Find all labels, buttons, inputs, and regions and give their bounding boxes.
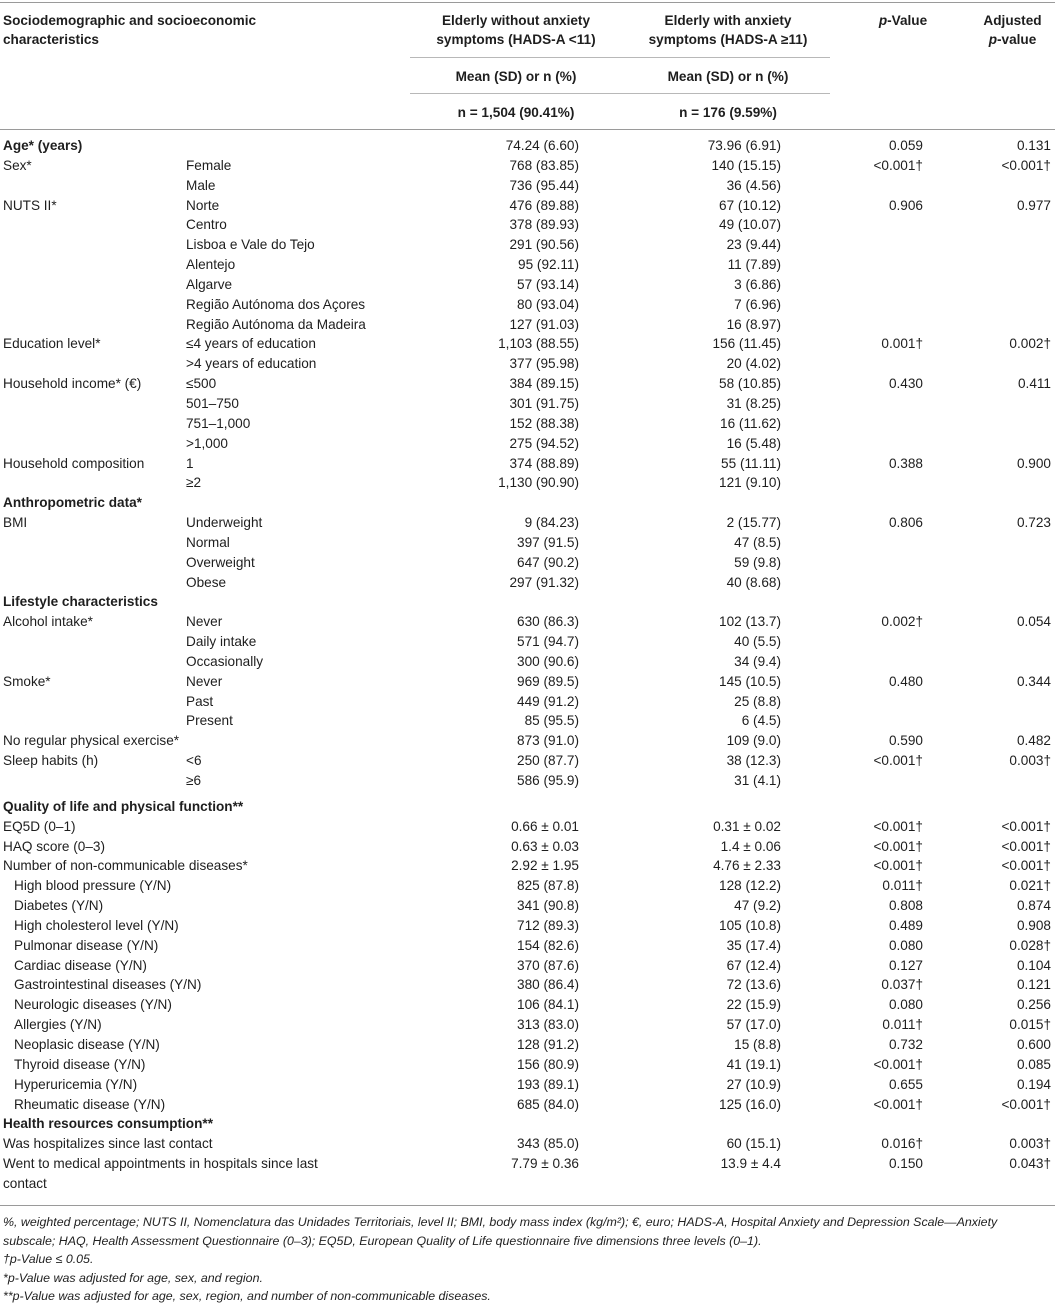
row-value-no-anxiety: 825 (87.8) (517, 878, 579, 894)
table-row (0, 672, 1055, 692)
row-adjusted-pvalue: 0.131 (1016, 138, 1051, 153)
row-value-no-anxiety: 712 (89.3) (517, 917, 579, 933)
row-value-anxiety: 15 (8.8) (734, 1036, 781, 1052)
row-label: Hyperuricemia (Y/N) (14, 1076, 138, 1092)
row-adjusted-pvalue: 0.104 (1016, 957, 1051, 973)
footnote-adjusted-1: *p-Value was adjusted for age, sex, and region. (3, 1270, 263, 1285)
row-value-no-anxiety: 9 (84.23) (524, 515, 579, 531)
row-value-anxiety: 57 (17.0) (726, 1017, 781, 1033)
row-label: Alcohol intake* (3, 614, 93, 630)
section-heading-row (0, 1114, 1055, 1134)
row-label: No regular physical exercise* (3, 733, 180, 749)
row-value-no-anxiety: 2.92 ± 1.95 (511, 858, 579, 874)
section-heading-row (0, 592, 1055, 612)
row-label: Quality of life and physical function** (3, 798, 244, 814)
row-adjusted-pvalue: <0.001† (1001, 858, 1051, 874)
row-value-no-anxiety: 685 (84.0) (517, 1096, 579, 1112)
section-heading-row (0, 797, 1055, 817)
table-row (0, 454, 1055, 474)
row-label: Lifestyle characteristics (3, 594, 158, 610)
row-category: Past (186, 693, 214, 709)
row-value-no-anxiety: 380 (86.4) (517, 977, 579, 993)
table-row (0, 896, 1055, 916)
row-category: ≥6 (186, 773, 202, 788)
row-label: Thyroid disease (Y/N) (14, 1056, 146, 1072)
row-pvalue: 0.808 (888, 898, 923, 914)
row-category: >1,000 (186, 435, 228, 451)
footnote-abbreviations: %, weighted percentage; NUTS II, Nomenclatura das Unidades Territoriais, level II; BMI, body mass index (kg/m²); €, euro; HADS-A, Hospital Anxiety and Depression Scale—Anxiety subscale; HAQ, Health Assessment Questionnaire (0–3); EQ5D, European Quality of Life questionnaire five dimensions three levels (0–1). (3, 1215, 998, 1248)
row-value-no-anxiety: 193 (89.1) (517, 1076, 579, 1092)
row-category: Never (186, 614, 223, 630)
header-group-a-sub: Mean (SD) or n (%) (455, 69, 577, 84)
row-adjusted-pvalue: 0.344 (1016, 673, 1051, 689)
row-adjusted-pvalue: 0.003† (1009, 753, 1051, 769)
row-value-anxiety: 3 (6.86) (734, 276, 781, 292)
row-value-no-anxiety: 95 (92.11) (518, 257, 579, 273)
row-value-no-anxiety: 374 (88.89) (509, 455, 579, 471)
row-value-no-anxiety: 343 (85.0) (517, 1136, 579, 1152)
section-heading-row (0, 493, 1055, 513)
row-pvalue: <0.001† (873, 1056, 923, 1072)
row-adjusted-pvalue: 0.028† (1009, 937, 1051, 953)
header-group-a-line2: symptoms (HADS-A <11) (436, 32, 596, 47)
row-label: Gastrointestinal diseases (Y/N) (14, 977, 202, 993)
row-value-anxiety: 16 (5.48) (726, 435, 781, 451)
table-row (0, 936, 1055, 956)
row-category: Underweight (186, 515, 263, 531)
row-adjusted-pvalue: 0.021† (1009, 878, 1051, 894)
row-value-anxiety: 125 (16.0) (719, 1096, 781, 1112)
row-value-anxiety: 121 (9.10) (719, 475, 781, 491)
row-value-no-anxiety: 969 (89.5) (517, 673, 579, 689)
table-row (0, 817, 1055, 837)
row-label: Education level* (3, 336, 101, 352)
table-row (0, 771, 1055, 791)
row-value-anxiety: 67 (12.4) (726, 957, 781, 973)
table-row (0, 573, 1055, 593)
row-value-no-anxiety: 57 (93.14) (517, 276, 579, 292)
header-group-a (410, 11, 622, 49)
row-value-anxiety: 109 (9.0) (726, 733, 781, 749)
row-value-no-anxiety: 297 (91.32) (509, 574, 579, 590)
row-value-no-anxiety: 127 (91.03) (509, 316, 579, 332)
row-adjusted-pvalue: 0.002† (1009, 336, 1051, 352)
table-row (0, 975, 1055, 995)
row-adjusted-pvalue: <0.001† (1001, 157, 1051, 173)
row-value-anxiety: 105 (10.8) (719, 917, 781, 933)
row-value-anxiety: 22 (15.9) (726, 997, 781, 1013)
row-label: High blood pressure (Y/N) (14, 878, 172, 894)
row-category: Male (186, 177, 216, 193)
table-row (0, 1035, 1055, 1055)
table-row (0, 876, 1055, 896)
row-value-no-anxiety: 291 (90.56) (509, 237, 579, 253)
table-row (0, 533, 1055, 553)
row-pvalue: 0.011† (882, 1017, 923, 1033)
row-label: Went to medical appointments in hospitals since last contact (3, 1156, 318, 1192)
row-category: ≥2 (186, 475, 202, 491)
header-adjusted-rest: -value (997, 32, 1037, 47)
row-value-no-anxiety: 313 (83.0) (517, 1017, 579, 1033)
table-row (0, 711, 1055, 731)
table-row (0, 995, 1055, 1015)
row-pvalue: <0.001† (873, 858, 923, 874)
table-row (0, 916, 1055, 936)
row-label: High cholesterol level (Y/N) (14, 917, 179, 933)
table-row (0, 1015, 1055, 1035)
row-pvalue: 0.002† (881, 614, 923, 630)
row-value-anxiety: 2 (15.77) (726, 515, 781, 531)
table-row (0, 414, 1055, 434)
row-value-no-anxiety: 85 (95.5) (524, 713, 579, 729)
row-value-no-anxiety: 7.79 ± 0.36 (511, 1156, 579, 1172)
table-body (0, 136, 1055, 1194)
row-value-anxiety: 25 (8.8) (734, 693, 781, 709)
table-row (0, 856, 1055, 876)
row-value-no-anxiety: 378 (89.93) (509, 217, 579, 233)
row-category: Present (186, 713, 233, 729)
row-category: Lisboa e Vale do Tejo (186, 237, 315, 253)
row-pvalue: <0.001† (873, 753, 923, 769)
table-row (0, 1154, 1055, 1194)
row-category: Algarve (186, 276, 233, 292)
table-row (0, 837, 1055, 857)
table-row (0, 315, 1055, 335)
row-value-no-anxiety: 250 (87.7) (517, 753, 579, 769)
row-category: 751–1,000 (186, 415, 251, 431)
table-row (0, 513, 1055, 533)
row-label: Neurologic diseases (Y/N) (14, 997, 172, 1013)
row-value-no-anxiety: 128 (91.2) (517, 1036, 579, 1052)
row-value-anxiety: 156 (11.45) (712, 336, 781, 352)
row-category: Daily intake (186, 634, 257, 650)
header-subrule-1 (410, 57, 830, 58)
row-value-anxiety: 0.31 ± 0.02 (713, 818, 781, 834)
row-value-anxiety: 11 (7.89) (727, 257, 781, 273)
row-value-no-anxiety: 300 (90.6) (517, 653, 579, 669)
row-value-no-anxiety: 80 (93.04) (517, 296, 579, 312)
row-category: 1 (186, 455, 194, 471)
table-row (0, 1134, 1055, 1154)
row-category: Alentejo (186, 257, 236, 273)
row-value-no-anxiety: 630 (86.3) (517, 614, 579, 630)
table-row (0, 731, 1055, 751)
row-value-no-anxiety: 571 (94.7) (517, 634, 579, 650)
header-group-b-line2: symptoms (HADS-A ≥11) (648, 32, 808, 47)
row-value-no-anxiety: 476 (89.88) (509, 197, 579, 213)
row-value-anxiety: 13.9 ± 4.4 (720, 1156, 781, 1172)
row-category: <6 (186, 753, 202, 769)
row-adjusted-pvalue: 0.908 (1016, 917, 1051, 933)
header-group-b-line1: Elderly with anxiety (664, 13, 792, 28)
row-value-no-anxiety: 768 (83.85) (509, 157, 579, 173)
row-pvalue: 0.480 (888, 673, 923, 689)
row-value-no-anxiety: 586 (95.9) (517, 773, 579, 788)
row-value-no-anxiety: 74.24 (6.60) (505, 138, 579, 153)
table-row (0, 374, 1055, 394)
header-characteristics-line1: Sociodemographic and socioeconomic (3, 13, 257, 28)
row-label: HAQ score (0–3) (3, 838, 105, 854)
row-value-anxiety: 41 (19.1) (726, 1056, 781, 1072)
row-pvalue: 0.430 (888, 376, 923, 392)
row-adjusted-pvalue: 0.482 (1016, 733, 1051, 749)
row-value-no-anxiety: 0.66 ± 0.01 (511, 818, 579, 834)
row-value-anxiety: 102 (13.7) (719, 614, 781, 630)
row-value-anxiety: 6 (4.5) (741, 713, 781, 729)
row-label: Allergies (Y/N) (14, 1017, 102, 1033)
row-value-anxiety: 16 (11.62) (720, 415, 781, 431)
row-value-anxiety: 59 (9.8) (734, 554, 781, 570)
row-value-anxiety: 31 (8.25) (726, 395, 781, 411)
row-pvalue: 0.150 (888, 1156, 923, 1172)
row-value-anxiety: 7 (6.96) (734, 296, 781, 312)
row-pvalue: 0.489 (888, 917, 923, 933)
row-value-anxiety: 47 (8.5) (734, 534, 781, 550)
row-value-anxiety: 16 (8.97) (726, 316, 781, 332)
row-value-anxiety: 40 (8.68) (726, 574, 781, 590)
row-value-no-anxiety: 154 (82.6) (517, 937, 579, 953)
row-value-no-anxiety: 1,103 (88.55) (498, 336, 579, 352)
row-value-anxiety: 36 (4.56) (726, 177, 781, 193)
table-row (0, 235, 1055, 255)
row-label: BMI (3, 515, 28, 531)
row-value-anxiety: 49 (10.07) (719, 217, 781, 233)
header-pvalue (858, 11, 948, 30)
row-value-anxiety: 128 (12.2) (719, 878, 781, 894)
row-value-no-anxiety: 370 (87.6) (517, 957, 579, 973)
header-adjusted-italic: p (988, 32, 997, 47)
row-category: Female (186, 157, 232, 173)
header-group-b-sub: Mean (SD) or n (%) (667, 69, 789, 84)
row-label: Sex* (3, 157, 32, 173)
row-label: Cardiac disease (Y/N) (14, 957, 147, 973)
header-pvalue-italic: p (878, 13, 888, 28)
table-row (0, 394, 1055, 414)
table-footnotes (3, 1213, 1051, 1306)
row-adjusted-pvalue: <0.001† (1001, 818, 1051, 834)
row-category: 501–750 (186, 395, 239, 411)
section-heading-row (0, 136, 1055, 156)
row-value-anxiety: 72 (13.6) (726, 977, 781, 993)
row-label: Age* (years) (3, 138, 83, 153)
table-row (0, 295, 1055, 315)
table-row (0, 156, 1055, 176)
row-pvalue: 0.127 (888, 957, 923, 973)
row-value-anxiety: 145 (10.5) (719, 673, 781, 689)
row-category: >4 years of education (186, 356, 317, 372)
row-category: Região Autónoma da Madeira (186, 316, 366, 332)
row-label: Anthropometric data* (3, 495, 142, 511)
row-pvalue: 0.080 (888, 937, 923, 953)
row-value-anxiety: 60 (15.1) (726, 1136, 781, 1152)
row-value-no-anxiety: 0.63 ± 0.03 (511, 838, 579, 854)
row-value-anxiety: 1.4 ± 0.06 (720, 838, 781, 854)
table-row (0, 692, 1055, 712)
row-value-no-anxiety: 377 (95.98) (509, 356, 579, 372)
header-pvalue-rest: -Value (887, 13, 928, 28)
row-value-no-anxiety: 106 (84.1) (517, 997, 579, 1013)
row-value-no-anxiety: 1,130 (90.90) (498, 475, 579, 491)
header-characteristics (3, 11, 256, 49)
row-value-no-anxiety: 736 (95.44) (509, 177, 579, 193)
row-value-anxiety: 20 (4.02) (726, 356, 781, 372)
row-pvalue: 0.388 (888, 455, 923, 471)
table-row (0, 215, 1055, 235)
row-value-no-anxiety: 275 (94.52) (509, 435, 579, 451)
table-row (0, 553, 1055, 573)
row-label: Household income* (€) (3, 376, 142, 392)
table-row (0, 632, 1055, 652)
row-label: Health resources consumption** (3, 1116, 213, 1132)
row-value-anxiety: 67 (10.12) (719, 197, 781, 213)
table-row (0, 652, 1055, 672)
row-value-anxiety: 31 (4.1) (734, 773, 781, 788)
header-bottom-rule (0, 129, 1055, 130)
row-value-no-anxiety: 156 (80.9) (517, 1056, 579, 1072)
row-pvalue: <0.001† (873, 157, 923, 173)
row-value-no-anxiety: 449 (91.2) (517, 693, 579, 709)
table-row (0, 354, 1055, 374)
row-adjusted-pvalue: 0.723 (1016, 515, 1051, 531)
table-row (0, 196, 1055, 216)
row-value-anxiety: 23 (9.44) (726, 237, 781, 253)
table-row (0, 1055, 1055, 1075)
row-value-anxiety: 58 (10.85) (719, 376, 781, 392)
row-label: Diabetes (Y/N) (14, 898, 104, 914)
table-row (0, 473, 1055, 493)
row-category: Norte (186, 197, 220, 213)
bottom-rule (0, 1205, 1055, 1206)
row-value-anxiety: 47 (9.2) (734, 898, 781, 914)
header-group-a-line1: Elderly without anxiety (441, 13, 591, 28)
row-adjusted-pvalue: 0.054 (1016, 614, 1051, 630)
row-label: Pulmonar disease (Y/N) (14, 937, 159, 953)
row-adjusted-pvalue: 0.121 (1016, 977, 1051, 993)
row-value-anxiety: 73.96 (6.91) (707, 138, 781, 153)
row-adjusted-pvalue: 0.043† (1009, 1156, 1051, 1172)
header-adjusted (970, 11, 1055, 49)
row-value-no-anxiety: 301 (91.75) (509, 395, 579, 411)
row-label: Smoke* (3, 673, 51, 689)
row-value-anxiety: 38 (12.3) (726, 753, 781, 769)
row-pvalue: 0.655 (888, 1076, 923, 1092)
row-adjusted-pvalue: 0.194 (1016, 1076, 1051, 1092)
row-adjusted-pvalue: <0.001† (1001, 1096, 1051, 1112)
table-row (0, 612, 1055, 632)
row-category: ≤500 (186, 376, 217, 392)
row-pvalue: 0.001† (881, 336, 923, 352)
row-pvalue: 0.011† (882, 878, 923, 894)
header-adjusted-line1: Adjusted (983, 13, 1042, 28)
row-pvalue: <0.001† (873, 1096, 923, 1112)
row-category: Never (186, 673, 223, 689)
row-label: Was hospitalizes since last contact (3, 1136, 213, 1152)
row-label: NUTS II* (3, 197, 57, 213)
row-value-no-anxiety: 647 (90.2) (517, 554, 579, 570)
table-row (0, 1075, 1055, 1095)
row-category: Região Autónoma dos Açores (186, 296, 366, 312)
row-adjusted-pvalue: 0.977 (1016, 197, 1051, 213)
row-value-no-anxiety: 397 (91.5) (517, 534, 579, 550)
row-value-anxiety: 27 (10.9) (726, 1076, 781, 1092)
row-label: Rheumatic disease (Y/N) (14, 1096, 166, 1112)
row-category: Centro (186, 217, 227, 233)
row-adjusted-pvalue: 0.411 (1017, 376, 1051, 392)
header-subrule-2 (410, 93, 830, 94)
row-category: Occasionally (186, 653, 264, 669)
table-row (0, 334, 1055, 354)
row-pvalue: 0.037† (881, 977, 923, 993)
row-value-anxiety: 55 (11.11) (721, 455, 781, 471)
row-value-no-anxiety: 873 (91.0) (517, 733, 579, 749)
table-row (0, 176, 1055, 196)
row-pvalue: 0.059 (888, 138, 923, 153)
row-category: Normal (186, 534, 230, 550)
table-row (0, 255, 1055, 275)
row-pvalue: 0.906 (888, 197, 923, 213)
row-adjusted-pvalue: 0.874 (1016, 898, 1051, 914)
row-adjusted-pvalue: 0.015† (1009, 1017, 1051, 1033)
table-row (0, 1095, 1055, 1115)
row-adjusted-pvalue: 0.256 (1016, 997, 1051, 1013)
table-row (0, 275, 1055, 295)
footnote-significance: †p-Value ≤ 0.05. (3, 1252, 94, 1266)
row-adjusted-pvalue: 0.600 (1016, 1036, 1051, 1052)
row-value-anxiety: 40 (5.5) (734, 634, 781, 650)
row-category: Overweight (186, 554, 255, 570)
header-adjusted-line2 (970, 30, 1055, 49)
row-value-no-anxiety: 384 (89.15) (509, 376, 579, 392)
row-label: Household composition (3, 455, 145, 471)
header-characteristics-line2: characteristics (3, 32, 99, 47)
row-adjusted-pvalue: <0.001† (1001, 838, 1051, 854)
top-rule (0, 2, 1055, 3)
row-value-anxiety: 34 (9.4) (734, 653, 781, 669)
footnote-adjusted-2: **p-Value was adjusted for age, sex, region, and number of non-communicable diseases. (3, 1289, 491, 1303)
row-pvalue: <0.001† (873, 818, 923, 834)
row-adjusted-pvalue: 0.900 (1016, 455, 1051, 471)
header-group-a-n: n = 1,504 (90.41%) (457, 105, 575, 120)
row-pvalue: 0.080 (888, 997, 923, 1013)
row-value-no-anxiety: 341 (90.8) (517, 898, 579, 914)
row-adjusted-pvalue: 0.085 (1016, 1056, 1051, 1072)
row-pvalue: <0.001† (873, 838, 923, 854)
row-value-no-anxiety: 152 (88.38) (509, 415, 579, 431)
row-pvalue: 0.016† (881, 1136, 923, 1152)
row-adjusted-pvalue: 0.003† (1009, 1136, 1051, 1152)
row-label: Number of non-communicable diseases* (3, 858, 248, 874)
row-category: ≤4 years of education (186, 336, 316, 352)
table-row (0, 751, 1055, 771)
row-label: Neoplasic disease (Y/N) (14, 1036, 160, 1052)
row-label: Sleep habits (h) (3, 753, 99, 769)
table-row (0, 434, 1055, 454)
row-label: EQ5D (0–1) (3, 818, 76, 834)
row-value-anxiety: 35 (17.4) (726, 937, 781, 953)
header-group-b-n: n = 176 (9.59%) (679, 105, 777, 120)
row-value-anxiety: 4.76 ± 2.33 (713, 858, 781, 874)
table-row (0, 956, 1055, 976)
row-pvalue: 0.732 (888, 1036, 923, 1052)
header-group-b (628, 11, 828, 49)
row-pvalue: 0.590 (888, 733, 923, 749)
row-pvalue: 0.806 (888, 515, 923, 531)
row-category: Obese (186, 574, 227, 590)
row-value-anxiety: 140 (15.15) (711, 157, 781, 173)
